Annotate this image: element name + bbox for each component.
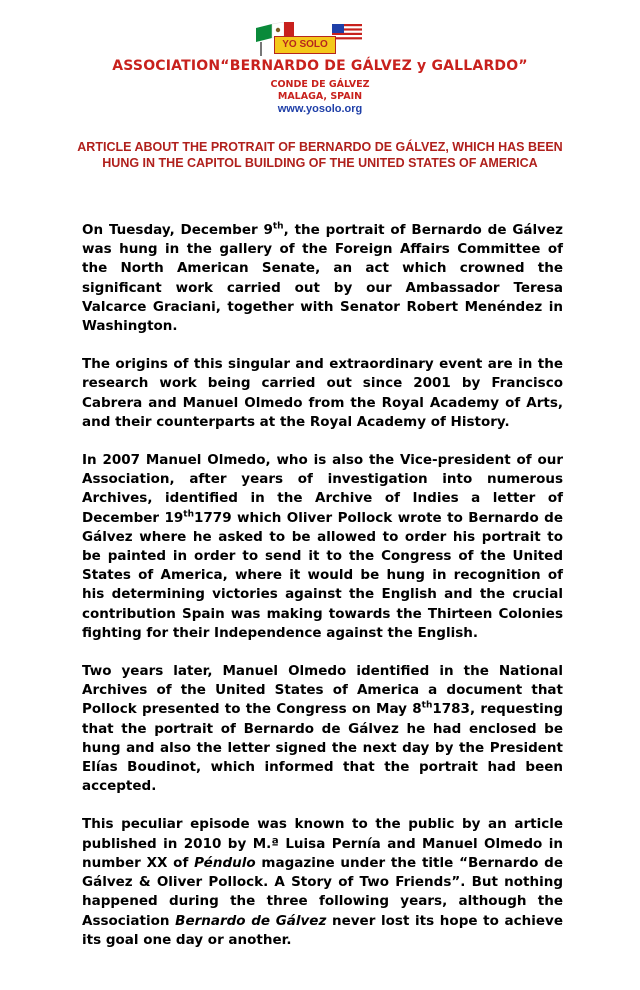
association-name: Bernardo de Gálvez (175, 912, 327, 929)
ordinal-suffix: th (272, 221, 284, 232)
paragraph-4-text: Two years later, Manuel Olmedo identified in the National Archives of the United States of America a document that Pollock presented to the Congress on May 8 (82, 663, 563, 718)
organization-name: ASSOCIATION“BERNARDO DE GÁLVEZ y GALLARDO” (112, 58, 528, 74)
paragraph-3-text-cont: 1779 which Oliver Pollock wrote to Bernardo de Gálvez where he asked to be allowed to order his portrait to be painted in order to send it to the Congress of the United States of America, where it would be hung in recognition of his determining victories against the English and the crucial contribution Spain was making towards the Thirteen Colonies fighting for their Independence against the English. (82, 509, 563, 641)
paragraph-5-text-end: never lost its hope to achieve its goal one day or another. (82, 912, 563, 948)
ordinal-suffix: th (183, 509, 195, 520)
paragraph-1 (82, 221, 563, 336)
paragraph-3-text: In 2007 Manuel Olmedo, who is also the Vice-president of our Association, after years of investigation into numerous Archives, identified in the Archive of Indies a letter of December 19 (82, 452, 563, 526)
magazine-title: Péndulo (194, 854, 256, 871)
paragraph-5-text: This peculiar episode was known to the public by an article published in 2010 by M.ª Luisa Pernía and Manuel Olmedo in number XX of (82, 816, 563, 871)
logo-banner: YO SOLO (274, 36, 336, 54)
paragraph-1-text-cont: , the portrait of Bernardo de Gálvez was hung in the gallery of the Foreign Affairs Committee of the North American Senate, an act which crowned the significant work carried out by our Ambassador Teresa Valcarce Graciani, together with Senator Robert Menéndez in Washington. (82, 222, 563, 335)
article-body (82, 221, 563, 969)
paragraph-2: The origins of this singular and extraordinary event are in the research work being carried out since 2001 by Francisco Cabrera and Manuel Olmedo from the Royal Academy of Arts, and their counterparts at the Royal Academy of History. (82, 356, 563, 430)
paragraph-3 (82, 451, 563, 643)
paragraph-4 (82, 662, 563, 796)
paragraph-1-text: On Tuesday, December 9 (82, 222, 273, 238)
article-headline: ARTICLE ABOUT THE PROTRAIT OF BERNARDO DE GÁLVEZ, WHICH HAS BEEN HUNG IN THE CAPITOL BUILDING OF THE UNITED STATES OF AMERICA (77, 140, 563, 170)
organization-location: MALAGA, SPAIN (277, 91, 363, 102)
ordinal-suffix: th (421, 700, 433, 711)
website-link[interactable]: www.yosolo.org (277, 103, 363, 115)
organization-subtitle: CONDE DE GÁLVEZ (270, 79, 370, 90)
paragraph-5 (82, 815, 563, 949)
yo-solo-logo (252, 22, 364, 56)
paragraph-5-text-cont: magazine under the title “Bernardo de Gálvez & Oliver Pollock. A Story of Two Friends”. But nothing happened during the three following years, although the Association (82, 854, 563, 929)
paragraph-4-text-cont: 1783, requesting that the portrait of Bernardo de Gálvez he had enclosed be hung and also the letter signed the next day by the President Elías Boudinot, which informed that the portrait had been accepted. (82, 701, 563, 795)
